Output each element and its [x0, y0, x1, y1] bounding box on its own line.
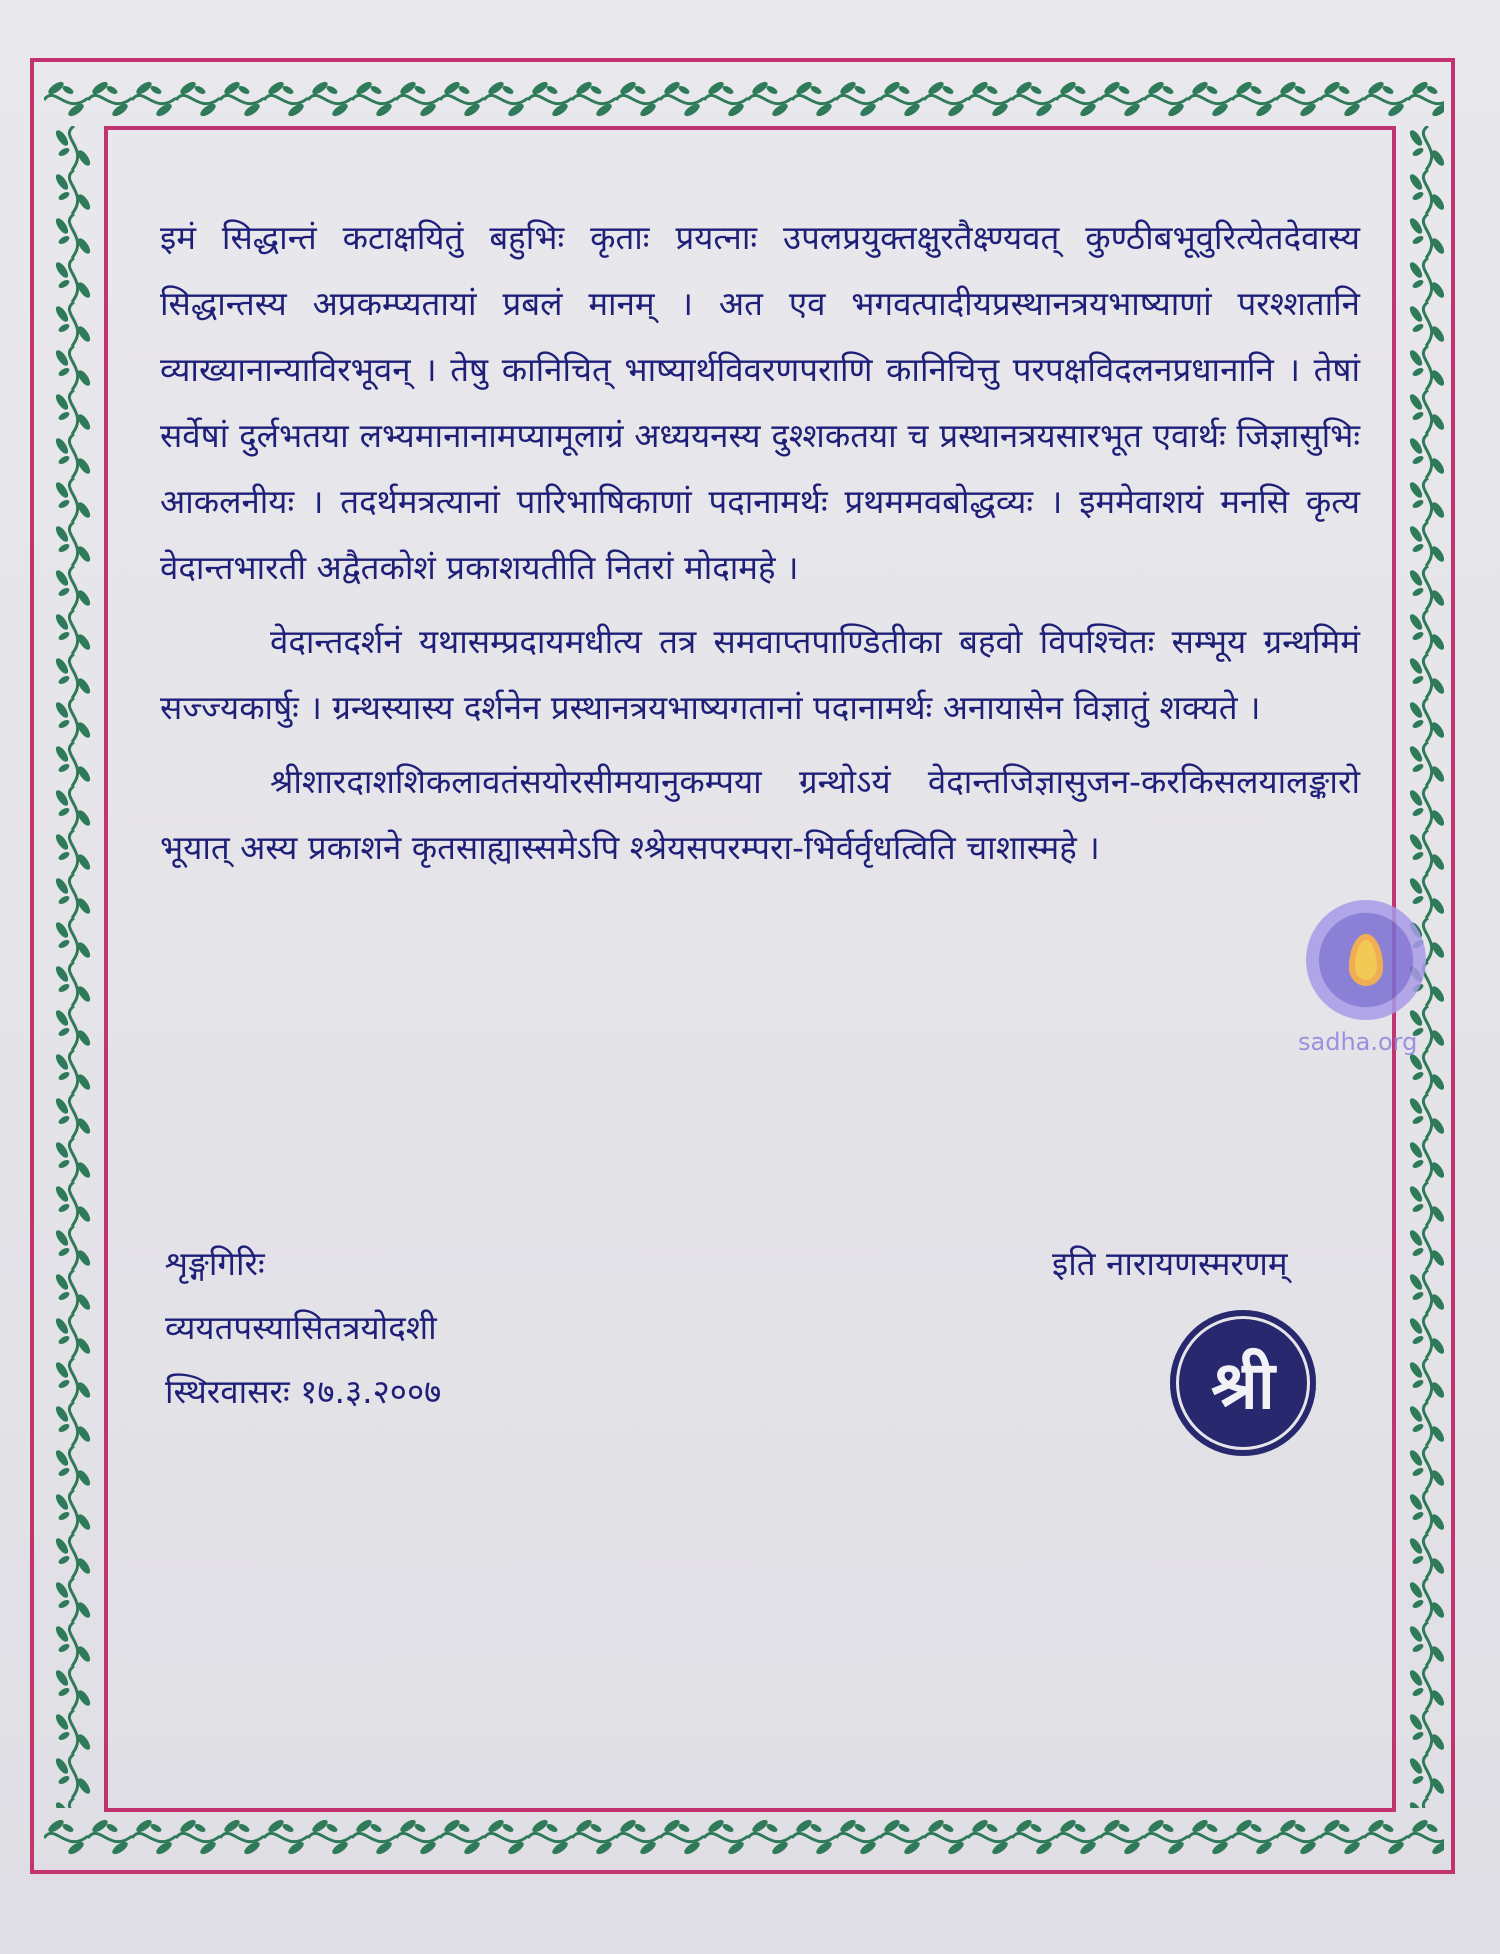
body-text: [160, 205, 1360, 881]
vine-border-left: [44, 126, 102, 1808]
closing-salutation: इति नारायणस्मरणम्: [1052, 1244, 1288, 1283]
date-line: व्ययतपस्यासितत्रयोदशी: [165, 1308, 437, 1347]
paragraph-1: इमं सिद्धान्तं कटाक्षयितुं बहुभिः कृताः प्रयत्नाः उपलप्रयुक्तक्षुरतैक्ष्ण्यवत् कुण्ठीबभूवुरित्येतदेवास्य सिद्धान्तस्य अप्रकम्प्यतायां प्रबलं मानम् । अत एव भगवत्पादीयप्रस्थानत्रयभाष्याणां परश्शतानि व्याख्यानान्याविरभूवन् । तेषु कानिचित् भाष्यार्थविवरणपराणि कानिचित्तु परपक्षविदलनप्रधानानि । तेषां सर्वेषां दुर्लभतया लभ्यमानानामप्यामूलाग्रं अध्ययनस्य दुश्शकतया च प्रस्थानत्रयसारभूत एवार्थः जिज्ञासुभिः आकलनीयः । तदर्थमत्रत्यानां पारिभाषिकाणां पदानामर्थः प्रथममवबोद्धव्यः । इममेवाशयं मनसि कृत्य वेदान्तभारती अद्वैतकोशं प्रकाशयतीति नितरां मोदामहे ।: [160, 218, 1360, 587]
paragraph-2: वेदान्तदर्शनं यथासम्प्रदायमधीत्य तत्र समवाप्तपाण्डितीका बहवो विपश्चितः सम्भूय ग्रन्थमिमं सज्ज्यकार्षुः । ग्रन्थस्यास्य दर्शनेन प्रस्थानत्रयभाष्यगतानां पदानामर्थः अनायासेन विज्ञातुं शक्यते ।: [160, 622, 1360, 727]
watermark-lamp-icon: [1306, 900, 1426, 1020]
vine-border-top: [44, 70, 1444, 126]
place-name: शृङ्गगिरिः: [165, 1244, 265, 1283]
signature-place-date: [165, 1232, 441, 1424]
seal-text: श्री: [1211, 1346, 1275, 1424]
paragraph-3: श्रीशारदाशशिकलावतंसयोरसीमयानुकम्पया ग्रन्थोऽयं वेदान्तजिज्ञासुजन-करकिसलयालङ्कारो भूयात् अस्य प्रकाशने कृतसाह्यास्समेऽपि श्श्रेयसपरम्परा-भिर्वर्वृधत्विति चाशास्महे ।: [160, 762, 1360, 867]
watermark-text: sadha.org: [1298, 1028, 1418, 1056]
flame-icon: [1349, 934, 1383, 986]
shri-seal: [1170, 1310, 1316, 1456]
weekday-date: स्थिरवासरः १७.३.२००७: [165, 1372, 442, 1411]
vine-border-bottom: [44, 1808, 1444, 1864]
